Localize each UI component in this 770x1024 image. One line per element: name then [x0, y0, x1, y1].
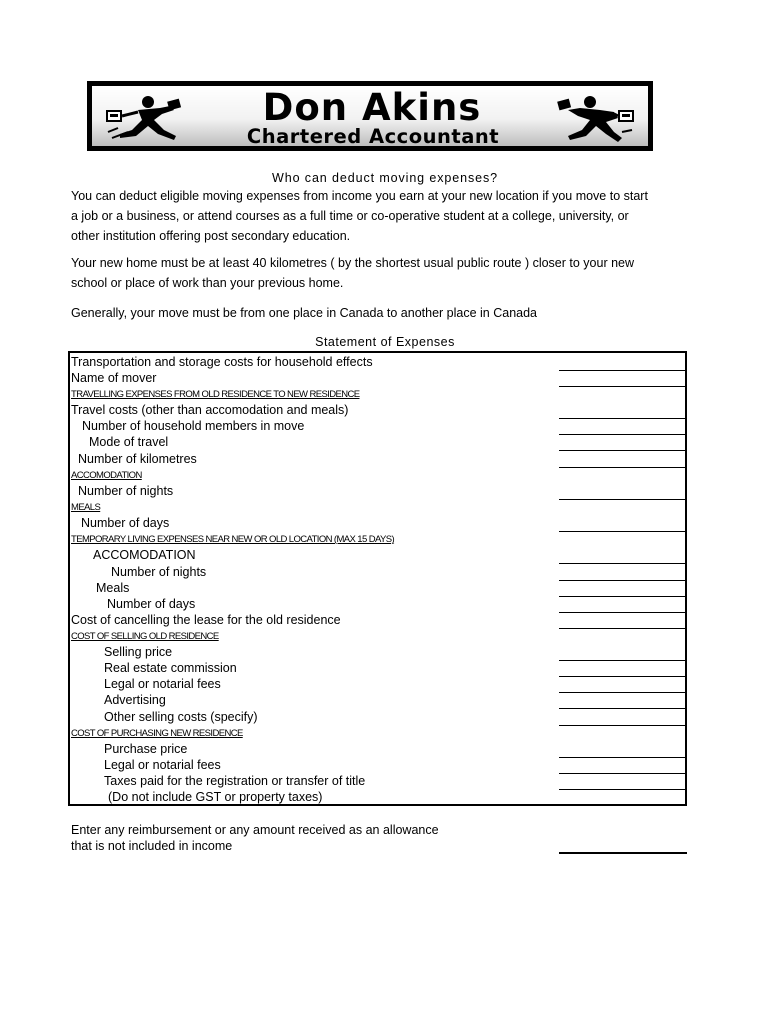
entry-line-legal-purchase[interactable] — [559, 773, 685, 774]
row-number-of-kilometres: Number of kilometres — [78, 452, 197, 466]
entry-line-mode-of-travel[interactable] — [559, 450, 685, 451]
running-accountant-logo-icon — [556, 92, 636, 144]
entry-line-legal-selling[interactable] — [559, 692, 685, 693]
entry-line-travel-costs[interactable] — [559, 418, 685, 419]
entry-line-purchase-price[interactable] — [559, 757, 685, 758]
row-exclusion-note: (Do not include GST or property taxes) — [108, 790, 323, 804]
statement-title: Statement of Expenses — [315, 335, 455, 349]
page-heading: Who can deduct moving expenses? — [272, 171, 498, 185]
section-selling-old-residence: COST OF SELLING OLD RESIDENCE — [71, 631, 219, 642]
entry-line-days[interactable] — [559, 531, 685, 532]
intro-line: school or place of work than your previous home. — [71, 276, 344, 290]
row-travel-costs: Travel costs (other than accomodation and meals) — [71, 403, 349, 417]
entry-line-nights[interactable] — [559, 499, 685, 500]
row-selling-price: Selling price — [104, 645, 173, 659]
section-accomodation: ACCOMODATION — [71, 470, 142, 481]
entry-line-mover[interactable] — [559, 386, 685, 387]
entry-line-cancel-lease[interactable] — [559, 628, 685, 629]
entry-line-commission[interactable] — [559, 676, 685, 677]
section-meals: MEALS — [71, 502, 101, 513]
intro-paragraph-1 — [71, 186, 691, 246]
section-travelling-expenses: TRAVELLING EXPENSES FROM OLD RESIDENCE TO NEW RESIDENCE — [71, 389, 360, 400]
intro-line: other institution offering post secondary education. — [71, 229, 351, 243]
entry-line-temp-days[interactable] — [559, 612, 685, 613]
row-transportation-storage: Transportation and storage costs for household effects — [71, 355, 373, 369]
row-advertising: Advertising — [104, 693, 166, 707]
intro-line: You can deduct eligible moving expenses from income you earn at your new location if you move to start — [71, 189, 648, 203]
row-temp-accomodation: ACCOMODATION — [93, 548, 196, 562]
row-number-of-nights: Number of nights — [78, 484, 174, 498]
row-other-selling-costs: Other selling costs (specify) — [104, 710, 258, 724]
running-accountant-logo-icon — [104, 92, 184, 144]
entry-line-transportation[interactable] — [559, 370, 685, 371]
row-registration-taxes: Taxes paid for the registration or transfer of title — [104, 774, 366, 788]
row-cancel-lease: Cost of cancelling the lease for the old residence — [71, 613, 341, 627]
entry-line-reimbursement[interactable] — [559, 852, 687, 854]
section-temporary-living: TEMPORARY LIVING EXPENSES NEAR NEW OR OLD LOCATION (MAX 15 DAYS) — [71, 534, 395, 545]
row-name-of-mover: Name of mover — [71, 371, 157, 385]
row-legal-fees-selling: Legal or notarial fees — [104, 677, 221, 691]
entry-line-household-members[interactable] — [559, 434, 685, 435]
intro-line: a job or a business, or attend courses as a full time or co-operative student at a college, university, or — [71, 209, 629, 223]
intro-line: Your new home must be at least 40 kilometres ( by the shortest usual public route ) closer to your new — [71, 256, 635, 270]
row-household-members: Number of household members in move — [82, 419, 305, 433]
entry-line-kilometres[interactable] — [559, 467, 685, 468]
entry-line-advertising[interactable] — [559, 708, 685, 709]
entry-line-temp-nights[interactable] — [559, 580, 685, 581]
intro-paragraph-3: Generally, your move must be from one place in Canada to another place in Canada — [71, 306, 538, 320]
firm-title: Chartered Accountant — [246, 125, 500, 148]
entry-line-other-selling[interactable] — [559, 725, 685, 726]
reimbursement-label-line-1: Enter any reimbursement or any amount received as an allowance — [71, 823, 439, 837]
row-real-estate-commission: Real estate commission — [104, 661, 237, 675]
reimbursement-label-line-2: that is not included in income — [71, 839, 233, 853]
row-number-of-days: Number of days — [81, 516, 170, 530]
firm-name: Don Akins — [262, 86, 482, 129]
entry-line-registration-taxes[interactable] — [559, 789, 685, 790]
intro-paragraph-2 — [71, 253, 691, 293]
entry-line-temp-meals[interactable] — [559, 596, 685, 597]
letterhead-banner — [87, 81, 653, 151]
row-purchase-price: Purchase price — [104, 742, 188, 756]
row-temp-number-of-days: Number of days — [107, 597, 196, 611]
row-mode-of-travel: Mode of travel — [89, 435, 169, 449]
section-purchasing-new-residence: COST OF PURCHASING NEW RESIDENCE — [71, 728, 243, 739]
row-legal-fees-purchase: Legal or notarial fees — [104, 758, 221, 772]
entry-line-temp-accomodation[interactable] — [559, 563, 685, 564]
row-temp-meals: Meals — [96, 581, 130, 595]
entry-line-selling-price[interactable] — [559, 660, 685, 661]
row-temp-number-of-nights: Number of nights — [111, 565, 207, 579]
